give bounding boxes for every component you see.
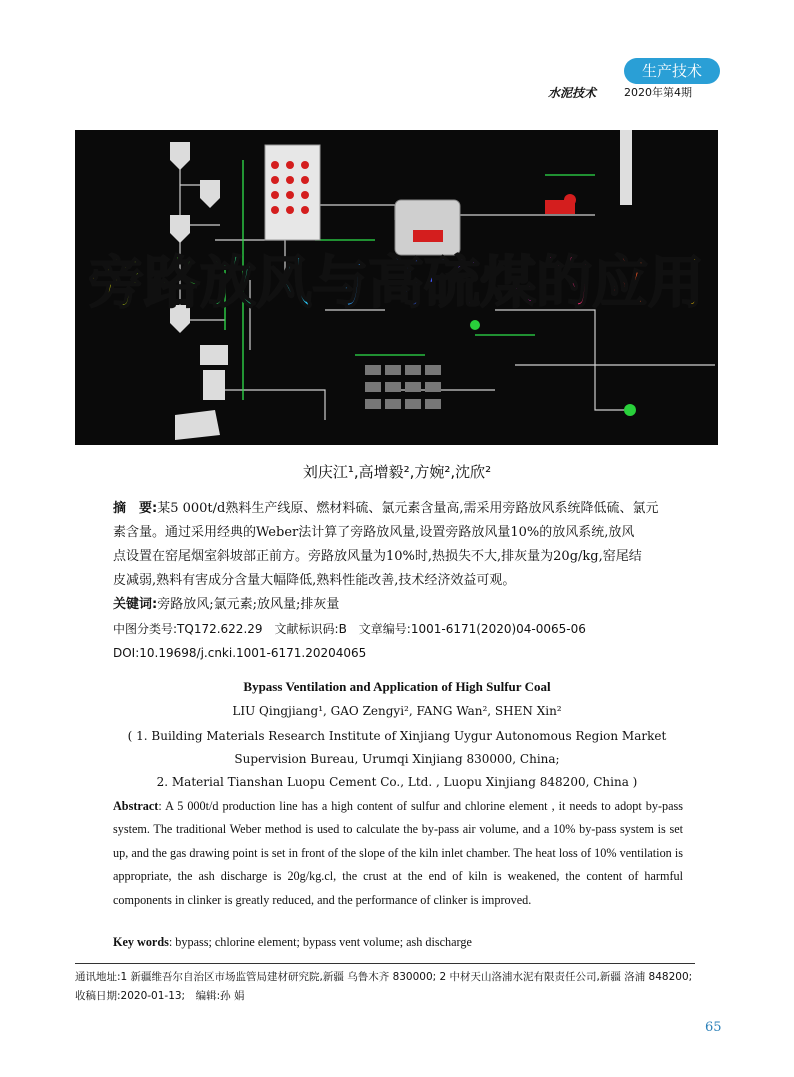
- authors-cn: 刘庆江¹,高增毅²,方婉²,沈欣²: [302, 463, 492, 481]
- journal-issue: 2020年第4期: [624, 86, 692, 99]
- keywords-cn: 旁路放风;氯元素;放风量;排灰量: [157, 597, 340, 612]
- figure-title: 旁路放风与高硫煤的应用: [88, 251, 704, 316]
- title-figure: [75, 130, 718, 445]
- abstract-cn-line: 素含量。通过采用经典的Weber法计算了旁路放风量,设置旁路放风量10%的放风系统,放风: [113, 525, 635, 540]
- keywords-cn-label: 关键词:: [113, 597, 158, 612]
- page-number: 65: [705, 1020, 722, 1035]
- abstract-cn-line: 某5 000t/d熟料生产线原、燃材料硫、氯元素含量高,需采用旁路放风系统降低硫、氯元: [157, 501, 659, 516]
- affiliation-2: 2. Material Tianshan Luopu Cement Co., Ltd. , Luopu Xinjiang 848200, China ): [156, 775, 638, 789]
- english-title: Bypass Ventilation and Application of High Sulfur Coal: [243, 679, 551, 694]
- english-authors: LIU Qingjiang¹, GAO Zengyi², FANG Wan², SHEN Xin²: [232, 704, 562, 718]
- keywords-en: [113, 935, 472, 950]
- abstract-cn-line: 点设置在窑尾烟室斜坡部正前方。旁路放风量为10%时,热损失不大,排灰量为20g/kg,窑尾结: [113, 549, 642, 564]
- abstract-en-text: : A 5 000t/d production line has a high content of sulfur and chlorine element , it needs to adopt by-pass system. The traditional Weber method is used to calculate the by-pass air volume, and a 10% by-pass system is set up, and the gas drawing point is set in front of the slope of the kiln inlet chamber. The heat loss of 10% ventilation is appropriate, the ash discharge is 20g/kg.cl, the crust at the end of kiln is weakened, the content of harmful components in clinker is greatly reduced, and the performance of clinker is improved.: [113, 799, 683, 907]
- abstract-cn-line: 皮减弱,熟料有害成分含量大幅降低,熟料性能改善,技术经济效益可观。: [113, 573, 516, 588]
- keywords-en-label: Key words: [113, 935, 169, 949]
- abstract-cn-label: 摘 要:: [113, 501, 158, 516]
- journal-name: 水泥技术: [548, 86, 597, 100]
- affiliation-1: ( 1. Building Materials Research Institute of Xinjiang Uygur Autonomous Region Market: [127, 729, 667, 743]
- classification: 中图分类号:TQ172.622.29 文献标识码:B 文章编号:1001-6171(2020)04-0065-06: [113, 622, 586, 636]
- doi: DOI:10.19698/j.cnki.1001-6171.20204065: [113, 646, 367, 660]
- abstract-en-label: Abstract: [113, 799, 159, 813]
- footer-divider: [75, 963, 695, 964]
- footer-address: 通讯地址:1 新疆维吾尔自治区市场监管局建材研究院,新疆 乌鲁木齐 830000; 2 中材天山洛浦水泥有限责任公司,新疆 洛浦 848200;: [75, 971, 693, 983]
- abstract-cn: [113, 497, 683, 665]
- affiliation-1b: Supervision Bureau, Urumqi Xinjiang 830000, China;: [234, 752, 560, 766]
- process-diagram: [75, 130, 718, 445]
- abstract-en: [113, 795, 683, 912]
- section-badge: 生产技术: [624, 58, 720, 84]
- footer-received: 收稿日期:2020-01-13; 编辑:孙 娟: [75, 990, 245, 1002]
- keywords-en-text: : bypass; chlorine element; bypass vent volume; ash discharge: [168, 935, 472, 949]
